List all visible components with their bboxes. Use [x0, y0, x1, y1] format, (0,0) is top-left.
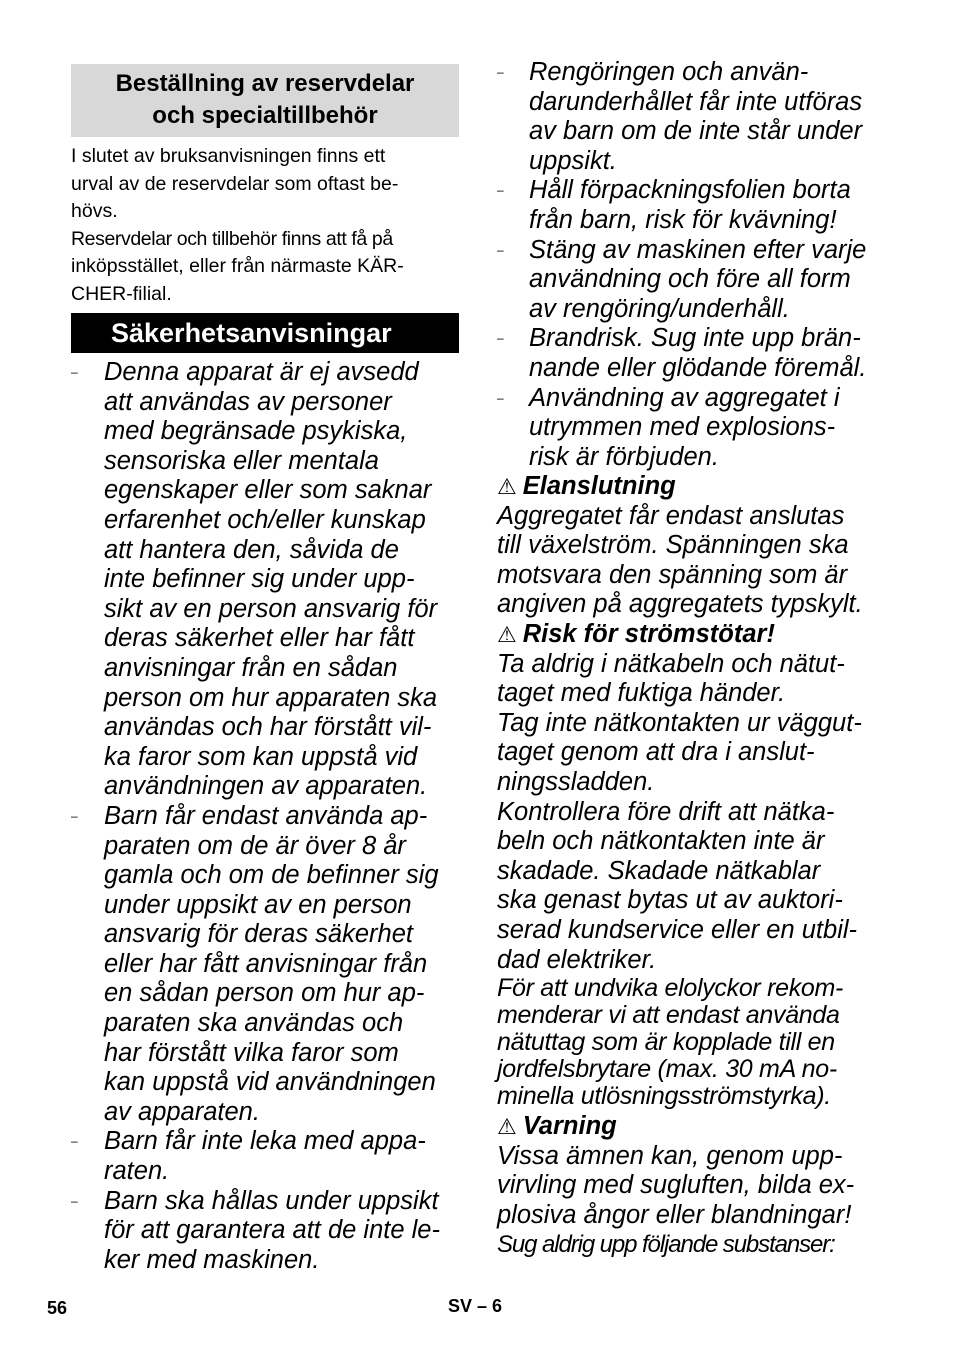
safety-list-item [71, 1127, 463, 1186]
order-parts-text [71, 143, 463, 308]
dash-bullet: – [497, 65, 504, 79]
text-line: användningen av apparaten. [104, 772, 428, 801]
text-line: För att undvika elolyckor rekom- [497, 974, 844, 1003]
text-line: ansvarig för deras säkerhet [104, 920, 413, 949]
text-line: erfarenhet och/eller kunskap [104, 505, 426, 534]
heading-text: Risk för strömstötar! [522, 620, 775, 648]
text-line: motsvara den spänning som är [497, 560, 848, 589]
text-line: Håll förpackningsfolien borta [529, 176, 851, 205]
text-line: Barn ska hållas under uppsikt [104, 1186, 439, 1215]
heading-text: Varning [522, 1112, 617, 1140]
safety-heading: Säkerhetsanvisningar [71, 313, 459, 353]
safety-list-left [71, 358, 463, 1275]
text-line: nätuttag som är kopplade till en [497, 1028, 835, 1057]
heading-text: Elanslutning [522, 472, 676, 500]
text-line: egenskaper eller som saknar [104, 476, 432, 505]
text-line: användas och har förstått vil- [104, 713, 432, 742]
text-line: att hantera den, såvida de [104, 535, 399, 564]
text-line: för att garantera att de inte le- [104, 1216, 440, 1245]
text-line: av rengöring/underhåll. [529, 294, 790, 323]
dash-bullet: – [497, 242, 504, 257]
warning-triangle-icon: ⚠ [497, 1114, 517, 1139]
text-line: med begränsade psykiska, [104, 417, 408, 446]
text-line: användning och före all form [529, 265, 851, 294]
text-line: uppsikt. [529, 146, 617, 175]
dash-bullet: – [71, 1193, 78, 1208]
text-line: anvisningar från en sådan [104, 653, 398, 682]
text-line: urval av de reservdelar som oftast be- [71, 172, 399, 195]
shock-section [497, 620, 889, 1110]
text-line: kan uppstå vid användningen [104, 1068, 436, 1097]
rcd-text [497, 975, 889, 1110]
text-line: paraten ska användas och [104, 1009, 404, 1038]
language-page-label: SV – 6 [448, 1296, 503, 1316]
text-line: beln och nätkontakten inte är [497, 827, 825, 856]
text-line: taget med fuktiga händer. [497, 679, 786, 708]
warning-triangle-icon: ⚠ [497, 622, 517, 647]
text-line: Ta aldrig i nätkabeln och nätut- [497, 649, 845, 678]
dash-bullet: – [71, 808, 78, 823]
heading-line: och specialtillbehör [152, 102, 378, 129]
text-line: har förstått vilka faror som [104, 1038, 399, 1067]
dash-bullet: – [71, 365, 78, 379]
text-line: angiven på aggregatets typskylt. [497, 590, 863, 619]
text-line: Stäng av maskinen efter varje [529, 235, 867, 264]
page-number: 56 [47, 1298, 68, 1318]
text-line: person om hur apparaten ska [104, 683, 438, 712]
dash-bullet: – [497, 390, 504, 405]
text-line: Vissa ämnen kan, genom upp- [497, 1141, 843, 1170]
text-line: sensoriska eller mentala [104, 446, 379, 475]
text-line: Tag inte nätkontakten ur väggut- [497, 708, 862, 737]
text-line: darunderhållet får inte utföras [529, 87, 863, 116]
text-line: ker med maskinen. [104, 1245, 320, 1274]
safety-list-item [497, 58, 889, 176]
order-parts-heading [71, 64, 459, 137]
text-line: minella utlösningsströmstyrka). [497, 1082, 831, 1111]
text-line: skadade. Skadade nätkablar [497, 856, 821, 885]
electric-section [497, 472, 889, 620]
text-line: serad kundservice eller en utbil- [497, 915, 858, 944]
substances-line: Sug aldrig upp följande substanser: [497, 1231, 835, 1259]
text-line: av barn om de inte står under [529, 117, 863, 146]
text-line: raten. [104, 1157, 170, 1186]
text-line: ka faror som kan uppstå vid [104, 742, 418, 771]
text-line: ningssladden. [497, 767, 655, 796]
text-line: menderar vi att endast använda [497, 1001, 840, 1030]
text-line: nande eller glödande föremål. [529, 353, 867, 382]
shock-heading [497, 620, 889, 650]
text-line: virvling med sugluften, bilda ex- [497, 1171, 855, 1200]
text-line: under uppsikt av en person [104, 890, 412, 919]
text-line: eller har fått anvisningar från [104, 949, 428, 978]
safety-list-right [497, 58, 889, 472]
text-line: ska genast bytas ut av auktori- [497, 886, 843, 915]
text-line: Brandrisk. Sug inte upp brän- [529, 324, 861, 353]
varning-section [497, 1112, 889, 1259]
text-line: Rengöringen och använ- [529, 58, 809, 86]
text-line: inköpsstället, eller från närmaste KÄR- [71, 255, 404, 277]
shock-text [497, 650, 889, 976]
safety-list-item [497, 236, 889, 325]
text-line: Barn får inte leka med appa- [104, 1127, 426, 1156]
varning-text [497, 1142, 889, 1231]
text-line: I slutet av bruksanvisningen finns ett [71, 145, 386, 167]
text-line: från barn, risk för kvävning! [529, 205, 837, 234]
text-line: Aggregatet får endast anslutas [497, 501, 845, 530]
text-line: Denna apparat är ej avsedd [104, 358, 419, 386]
text-line: en sådan person om hur ap- [104, 979, 425, 1008]
text-line: paraten om de är över 8 år [104, 831, 406, 860]
safety-list-item [497, 384, 889, 473]
safety-list-item [497, 324, 889, 383]
text-line: Reservdelar och tillbehör finns att få på [71, 227, 393, 250]
text-line: Barn får endast använda ap- [104, 801, 428, 830]
text-line: plosiva ångor eller blandningar! [497, 1200, 852, 1229]
text-line: att användas av personer [104, 387, 392, 416]
text-line: jordfelsbrytare (max. 30 mA no- [497, 1055, 837, 1084]
text-line: risk är förbjuden. [529, 442, 719, 471]
heading-line: Beställning av reservdelar [115, 70, 415, 97]
text-line: CHER-filial. [71, 282, 172, 305]
text-line: av apparaten. [104, 1097, 260, 1126]
text-line: till växelström. Spänningen ska [497, 531, 849, 560]
text-line: gamla och om de befinner sig [104, 861, 439, 890]
text-line: Användning av aggregatet i [529, 383, 840, 412]
text-line: sikt av en person ansvarig för [104, 594, 438, 623]
safety-list-item [71, 802, 463, 1128]
varning-heading [497, 1112, 889, 1142]
safety-list-item [497, 176, 889, 235]
dash-bullet: – [497, 331, 504, 346]
electric-text [497, 502, 889, 620]
warning-triangle-icon: ⚠ [497, 474, 517, 499]
text-line: utrymmen med explosions- [529, 413, 836, 442]
dash-bullet: – [71, 1134, 78, 1149]
dash-bullet: – [497, 183, 504, 198]
text-line: inte befinner sig under upp- [104, 565, 415, 594]
electric-heading [497, 472, 889, 502]
text-line: deras säkerhet eller har fått [104, 624, 415, 653]
safety-list-item [71, 358, 463, 802]
text-line: hövs. [71, 200, 118, 222]
safety-list-item [71, 1187, 463, 1276]
text-line: taget genom att dra i anslut- [497, 738, 815, 767]
text-line: dad elektriker. [497, 945, 657, 974]
text-line: Kontrollera före drift att nätka- [497, 797, 835, 826]
